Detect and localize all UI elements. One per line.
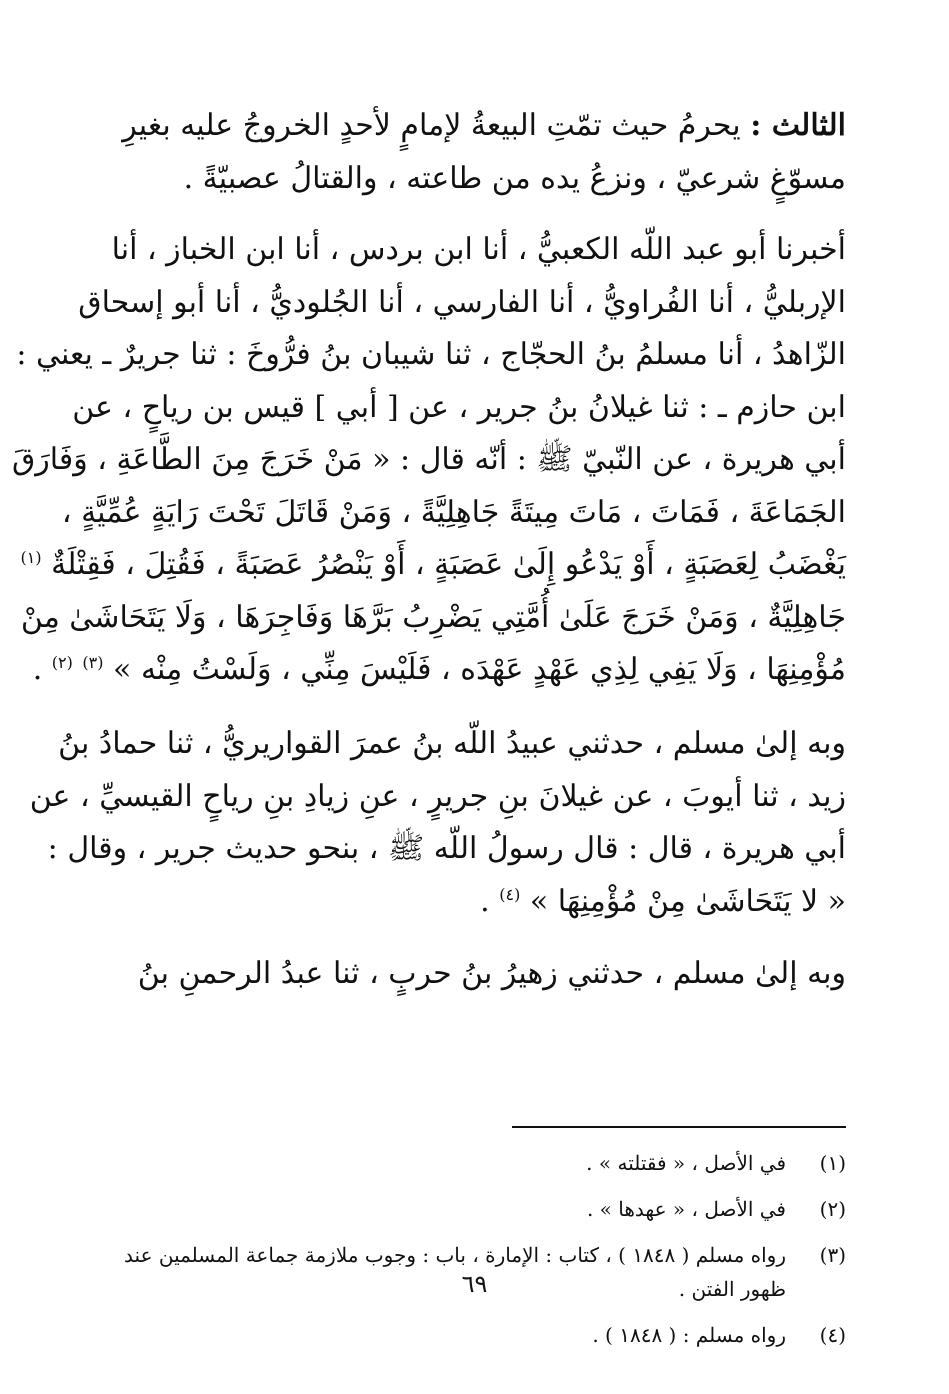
paragraph-1 [96, 100, 846, 205]
paragraph-2-line-6: الجَمَاعَةَ ، فَمَاتَ ، مَاتَ مِيتَةً جَاهِلِيَّةً ، وَمَنْ قَاتَلَ تَحْتَ رَايَةٍ عُمِّيَّةٍ ، [61, 494, 846, 530]
footnote-number: (٤) [819, 1323, 846, 1347]
paragraph-3 [29, 718, 846, 928]
paragraph-2-line-2: الإربليُّ ، أنا الفُراويُّ ، أنا الفارسي ، أنا الجُلوديُّ ، أنا أبو إسحاق [78, 284, 846, 320]
paragraph-2-line-4: ابن حازم ـ : ثنا غيلانُ بنُ جرير ، عن [ أبي ] قيس بن رياحٍ ، عن [72, 389, 846, 425]
section-heading: الثالث : [750, 108, 846, 143]
paragraph-2-line-7: يَغْضَبُ لِعَصَبَةٍ ، أَوْ يَدْعُو إِلَىٰ عَصَبَةٍ ، أَوْ يَنْصُرُ عَصَبَةً ، فَقُتِلَ ، فَقِتْلَةٌ $^{(١)}$ [20, 547, 846, 582]
footnote-marker-3[interactable]: (٣) [82, 653, 104, 672]
paragraph-3-line-1: وبه إلىٰ مسلم ، حدثني عبيدُ اللّه بنُ عمرَ القواريريُّ ، ثنا حمادُ بنُ [58, 726, 846, 761]
paragraph-1-line-2: مسوّغٍ شرعيّ ، ونزعُ يده من طاعته ، والقتالُ عصبيّةً . [183, 160, 846, 196]
paragraph-3-line-4: « لا يَتَحَاشَىٰ مِنْ مُؤْمِنِهَا » $^{(٤)}$ . [480, 883, 846, 919]
footnote-marker-4[interactable]: (٤) [499, 884, 521, 904]
paragraph-2 [11, 224, 846, 697]
footnote-text: رواه مسلم : ( ١٨٤٨ ) . [592, 1323, 786, 1347]
footnote-number: (٣) [819, 1243, 846, 1267]
footnote-divider [512, 1126, 846, 1128]
paragraph-2-line-3: الزّاهدُ ، أنا مسلمُ بنُ الحجّاج ، ثنا شيبان بنُ فرُّوخَ : ثنا جريرٌ ـ يعني : [16, 337, 846, 372]
paragraph-4-line-1: وبه إلىٰ مسلم ، حدثني زهيرُ بنُ حربٍ ، ثنا عبدُ الرحمنِ بنُ [137, 956, 846, 991]
paragraph-1-line-1: الثالث : يحرمُ حيث تمّتِ البيعةُ لإمامٍ لأحدٍ الخروجُ عليه بغيرِ [122, 108, 846, 143]
paragraph-2-line-5: أبي هريرة ، عن النّبيّ ﷺ : أنّه قال : « مَنْ خَرَجَ مِنَ الطَّاعَةِ ، وَفَارَقَ [11, 442, 846, 477]
paragraph-2-line-1: أخبرنا أبو عبد اللّه الكعبيُّ ، أنا ابن بردس ، أنا ابن الخباز ، أنا [111, 232, 846, 267]
footnote-text: في الأصل ، « فقتلته » . [586, 1151, 786, 1175]
footnote-2 [96, 1192, 846, 1226]
paragraph-3-line-3: أبي هريرة ، قال : قال رسولُ اللّه ﷺ ، بنحو حديث جرير ، وقال : [47, 831, 846, 866]
footnote-4 [96, 1318, 846, 1352]
footnote-marker-1[interactable]: (١) [20, 548, 42, 567]
page-number: ٦٩ [461, 1270, 488, 1298]
footnote-1 [96, 1146, 846, 1180]
footnote-number: (١) [819, 1151, 846, 1175]
footnote-text: رواه مسلم ( ١٨٤٨ ) ، كتاب : الإمارة ، باب : وجوب ملازمة جماعة المسلمين عند ظهور الفتن . [124, 1243, 786, 1301]
paragraph-4 [96, 948, 846, 1001]
footnotes [96, 1146, 846, 1364]
footnote-marker-2[interactable]: (٢) [51, 653, 73, 672]
paragraph-2-line-8: جَاهِلِيَّةٌ ، وَمَنْ خَرَجَ عَلَىٰ أُمَّتِي يَضْرِبُ بَرَّهَا وَفَاجِرَهَا ، وَلَا يَتَحَاشَىٰ مِنْ [20, 599, 846, 635]
paragraph-3-line-2: زيد ، ثنا أيوبَ ، عن غيلانَ بنِ جريرٍ ، عنِ زيادِ بنِ رياحٍ القيسيِّ ، عن [29, 778, 846, 814]
footnote-number: (٢) [819, 1197, 846, 1221]
footnote-text: في الأصل ، « عهدها » . [586, 1197, 786, 1221]
paragraph-2-line-9: مُؤْمِنِهَا ، وَلَا يَفِي لِذِي عَهْدٍ عَهْدَه ، فَلَيْسَ مِنِّي ، وَلَسْتُ مِنْه » $^{(٣)}$ $^{(٢)}$ . [32, 652, 846, 687]
